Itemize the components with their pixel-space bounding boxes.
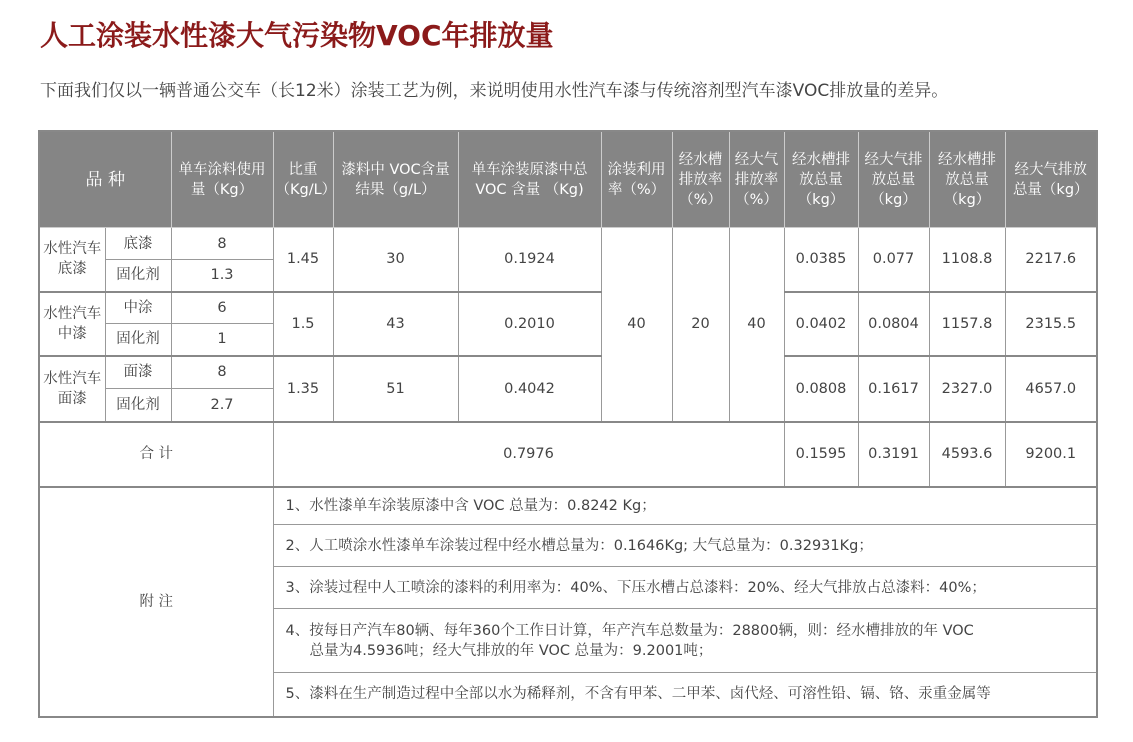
- table-row: [39, 228, 1097, 260]
- header: 漆料中 VOC含量结果（g/L）: [333, 131, 458, 228]
- header: 经大气排放总量（kg）: [858, 131, 929, 228]
- component: 底漆: [105, 228, 171, 260]
- air-amount: 0.0804: [858, 292, 929, 356]
- water-total: 1108.8: [929, 228, 1005, 292]
- usage: 1.3: [171, 260, 273, 292]
- air-amount: 0.077: [858, 228, 929, 292]
- use-rate: 40: [601, 228, 672, 422]
- water-amount: 0.0385: [784, 228, 858, 292]
- usage: 6: [171, 292, 273, 324]
- note-line: 总量为4.5936吨；经大气排放的年 VOC 总量为：9.2001吨；: [309, 642, 713, 659]
- header: 比重（Kg/L）: [273, 131, 333, 228]
- header: 经水槽排放总量（kg）: [784, 131, 858, 228]
- total-voc: 0.4042: [458, 356, 601, 422]
- header: 单车涂装原漆中总 VOC 含量 （Kg): [458, 131, 601, 228]
- page-title: 人工涂装水性漆大气污染物VOC年排放量: [40, 19, 554, 52]
- header: 经水槽排放总量（kg）: [929, 131, 1005, 228]
- note: 2、人工喷涂水性漆单车涂装过程中经水槽总量为：0.1646Kg; 大气总量为：0.32931Kg；: [273, 525, 1097, 567]
- air-total: 2315.5: [1005, 292, 1097, 356]
- total-voc: 0.2010: [458, 292, 601, 356]
- density: 1.35: [273, 356, 333, 422]
- component: 固化剂: [105, 324, 171, 356]
- note: 5、漆料在生产制造过程中全部以水为稀释剂，不含有甲苯、二甲苯、卤代烃、可溶性铅、镉、铬、汞重金属等: [273, 673, 1097, 717]
- component: 中涂: [105, 292, 171, 324]
- component: 固化剂: [105, 389, 171, 422]
- usage: 8: [171, 356, 273, 389]
- variety-name: 水性汽车底漆: [39, 228, 105, 292]
- header: 涂装利用率（%）: [601, 131, 672, 228]
- variety-name: 水性汽车面漆: [39, 356, 105, 422]
- air-total: 2217.6: [1005, 228, 1097, 292]
- density: 1.5: [273, 292, 333, 356]
- density: 1.45: [273, 228, 333, 292]
- voc-content: 30: [333, 228, 458, 292]
- intro-text: 下面我们仅以一辆普通公交车（长12米）涂装工艺为例，来说明使用水性汽车漆与传统溶剂型汽车漆VOC排放量的差异。: [40, 81, 949, 101]
- sum-total: 0.7976: [273, 422, 784, 487]
- water-amount: 0.0808: [784, 356, 858, 422]
- component: 固化剂: [105, 260, 171, 292]
- air-amount: 0.1617: [858, 356, 929, 422]
- header: 经水槽排放率（%）: [672, 131, 729, 228]
- variety-name: 水性汽车中漆: [39, 292, 105, 356]
- sum-water-total: 4593.6: [929, 422, 1005, 487]
- water-total: 2327.0: [929, 356, 1005, 422]
- air-rate: 40: [729, 228, 784, 422]
- header: 单车涂料使用量（Kg）: [171, 131, 273, 228]
- notes-label: 附 注: [39, 487, 273, 717]
- sum-label: 合 计: [39, 422, 273, 487]
- water-total: 1157.8: [929, 292, 1005, 356]
- note-line: 4、按每日产汽车80辆、每年360个工作日计算，年产汽车总数量为：28800辆，则：经水槽排放的年 VOC: [285, 622, 974, 639]
- voc-table: [38, 130, 1098, 718]
- header: 经大气排放总量（kg）: [1005, 131, 1097, 228]
- usage: 2.7: [171, 389, 273, 422]
- usage: 1: [171, 324, 273, 356]
- note: 3、涂装过程中人工喷涂的漆料的利用率为：40%、下压水槽占总漆料：20%、经大气排放占总漆料：40%；: [273, 567, 1097, 609]
- sum-air: 0.3191: [858, 422, 929, 487]
- sum-row: [39, 422, 1097, 487]
- water-rate: 20: [672, 228, 729, 422]
- usage: 8: [171, 228, 273, 260]
- voc-content: 51: [333, 356, 458, 422]
- component: 面漆: [105, 356, 171, 389]
- note-row: [39, 487, 1097, 525]
- header-row: [39, 131, 1097, 228]
- sum-air-total: 9200.1: [1005, 422, 1097, 487]
- note: [273, 609, 1097, 673]
- sum-water: 0.1595: [784, 422, 858, 487]
- header-variety: 品 种: [39, 131, 171, 228]
- voc-content: 43: [333, 292, 458, 356]
- note: 1、水性漆单车涂装原漆中含 VOC 总量为：0.8242 Kg；: [273, 487, 1097, 525]
- air-total: 4657.0: [1005, 356, 1097, 422]
- table-row: [39, 356, 1097, 389]
- water-amount: 0.0402: [784, 292, 858, 356]
- table-row: [39, 292, 1097, 324]
- total-voc: 0.1924: [458, 228, 601, 292]
- header: 经大气排放率（%）: [729, 131, 784, 228]
